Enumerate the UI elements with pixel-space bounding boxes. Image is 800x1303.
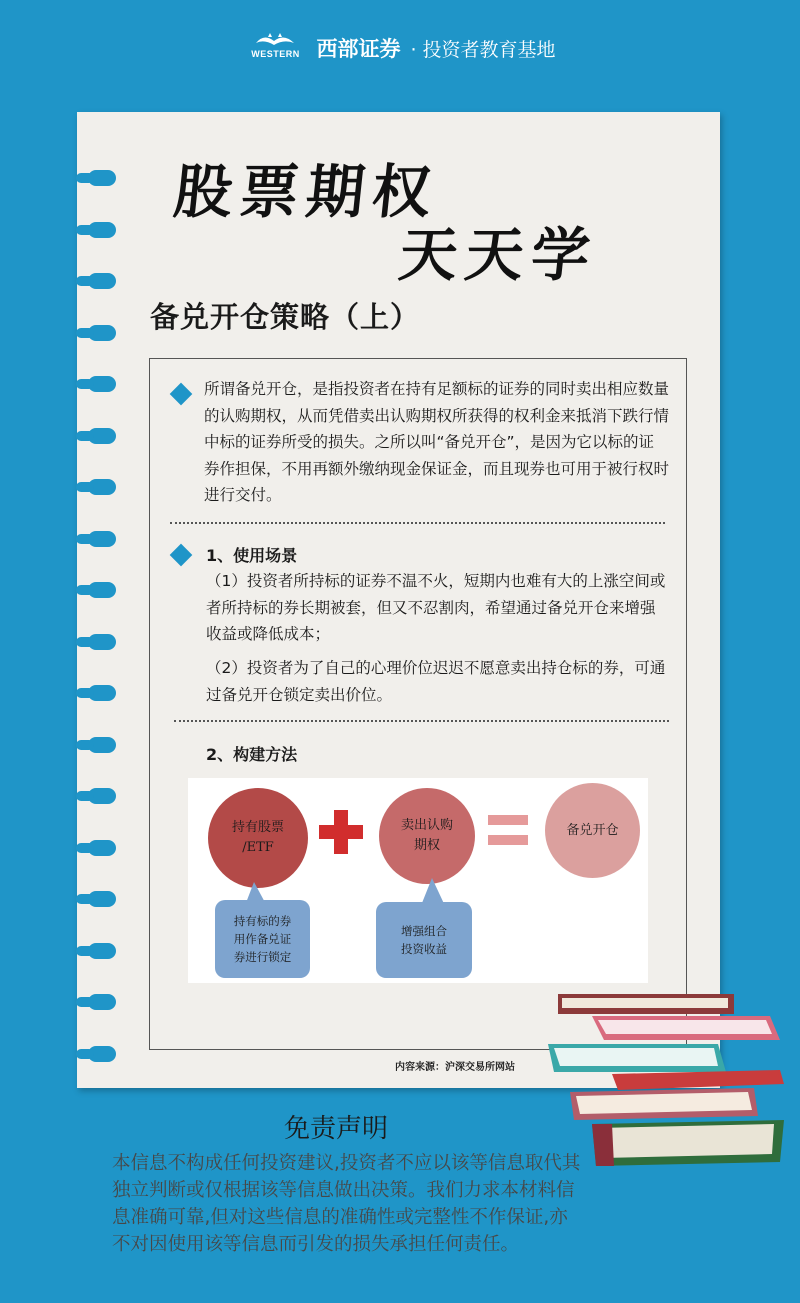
ring-icon xyxy=(88,634,116,650)
dotted-divider xyxy=(174,720,669,722)
page-subtitle: 备兑开仓策略（上） xyxy=(150,300,421,334)
book-stack-icon xyxy=(548,990,788,1168)
ring-icon xyxy=(88,840,116,856)
strategy-diagram xyxy=(188,778,648,983)
ring-icon xyxy=(88,531,116,547)
ring-icon xyxy=(88,222,116,238)
section1-heading: 1、使用场景 xyxy=(206,546,298,565)
brand-subtitle: · 投资者教育基地 xyxy=(410,38,556,61)
page-title-line2: 天天学 xyxy=(395,221,602,289)
ring-icon xyxy=(88,582,116,598)
disclaimer-body: 本信息不构成任何投资建议,投资者不应以该等信息取代其独立判断或仅根据该等信息做出决策。我们力求本材料信息准确可靠,但对这些信息的准确性或完整性不作保证,亦不对因使用该等信息而引发的损失承担任何责任。 xyxy=(112,1153,581,1255)
ring-icon xyxy=(88,891,116,907)
ring-icon xyxy=(88,737,116,753)
section1-item1: （1）投资者所持标的证券不温不火，短期内也难有大的上涨空间或者所持标的券长期被套，但又不忍割肉，希望通过备兑开仓来增强收益或降低成本； xyxy=(206,572,666,643)
western-logo-icon xyxy=(244,33,306,63)
ring-icon xyxy=(88,994,116,1010)
source-note: 内容来源：沪深交易所网站 xyxy=(395,1062,515,1073)
ring-icon xyxy=(88,376,116,392)
equals-icon xyxy=(488,815,528,825)
ring-icon xyxy=(88,1046,116,1062)
bubble-return-note: 增强组合 投资收益 xyxy=(376,902,472,978)
section1-item2: （2）投资者为了自己的心理价位迟迟不愿意卖出持仓标的券，可通过备兑开仓锁定卖出价位。 xyxy=(206,659,666,704)
equals-icon xyxy=(488,835,528,845)
ring-icon xyxy=(88,685,116,701)
brand-name: 西部证券 xyxy=(316,37,401,61)
page-title-line1: 股票期权 xyxy=(170,158,443,226)
ring-icon xyxy=(88,273,116,289)
ring-icon xyxy=(88,479,116,495)
ring-icon xyxy=(88,325,116,341)
logo-text: WESTERN xyxy=(251,49,300,59)
plus-icon xyxy=(334,810,348,854)
ring-icon xyxy=(88,170,116,186)
disclaimer-title: 免责声明 xyxy=(284,1114,389,1144)
circle-covered-call: 备兑开仓 xyxy=(545,783,640,878)
intro-paragraph: 所谓备兑开仓，是指投资者在持有足额标的证券的同时卖出相应数量的认购期权，从而凭借卖出认购期权所获得的权利金来抵消下跌行情中标的证券所受的损失。之所以叫“备兑开仓”，是因为它以标的证券作担保，不用再额外缴纳现金保证金，而且现券也可用于被行权时进行交付。 xyxy=(204,380,670,504)
section2-heading: 2、构建方法 xyxy=(206,745,298,764)
circle-sell-call: 卖出认购 期权 xyxy=(379,788,475,884)
circle-hold-stock: 持有股票 /ETF xyxy=(208,788,308,888)
dotted-divider xyxy=(170,522,665,524)
ring-icon xyxy=(88,788,116,804)
bubble-lock-note: 持有标的券 用作备兑证 券进行锁定 xyxy=(215,900,310,978)
ring-icon xyxy=(88,943,116,959)
ring-icon xyxy=(88,428,116,444)
header xyxy=(0,28,800,68)
